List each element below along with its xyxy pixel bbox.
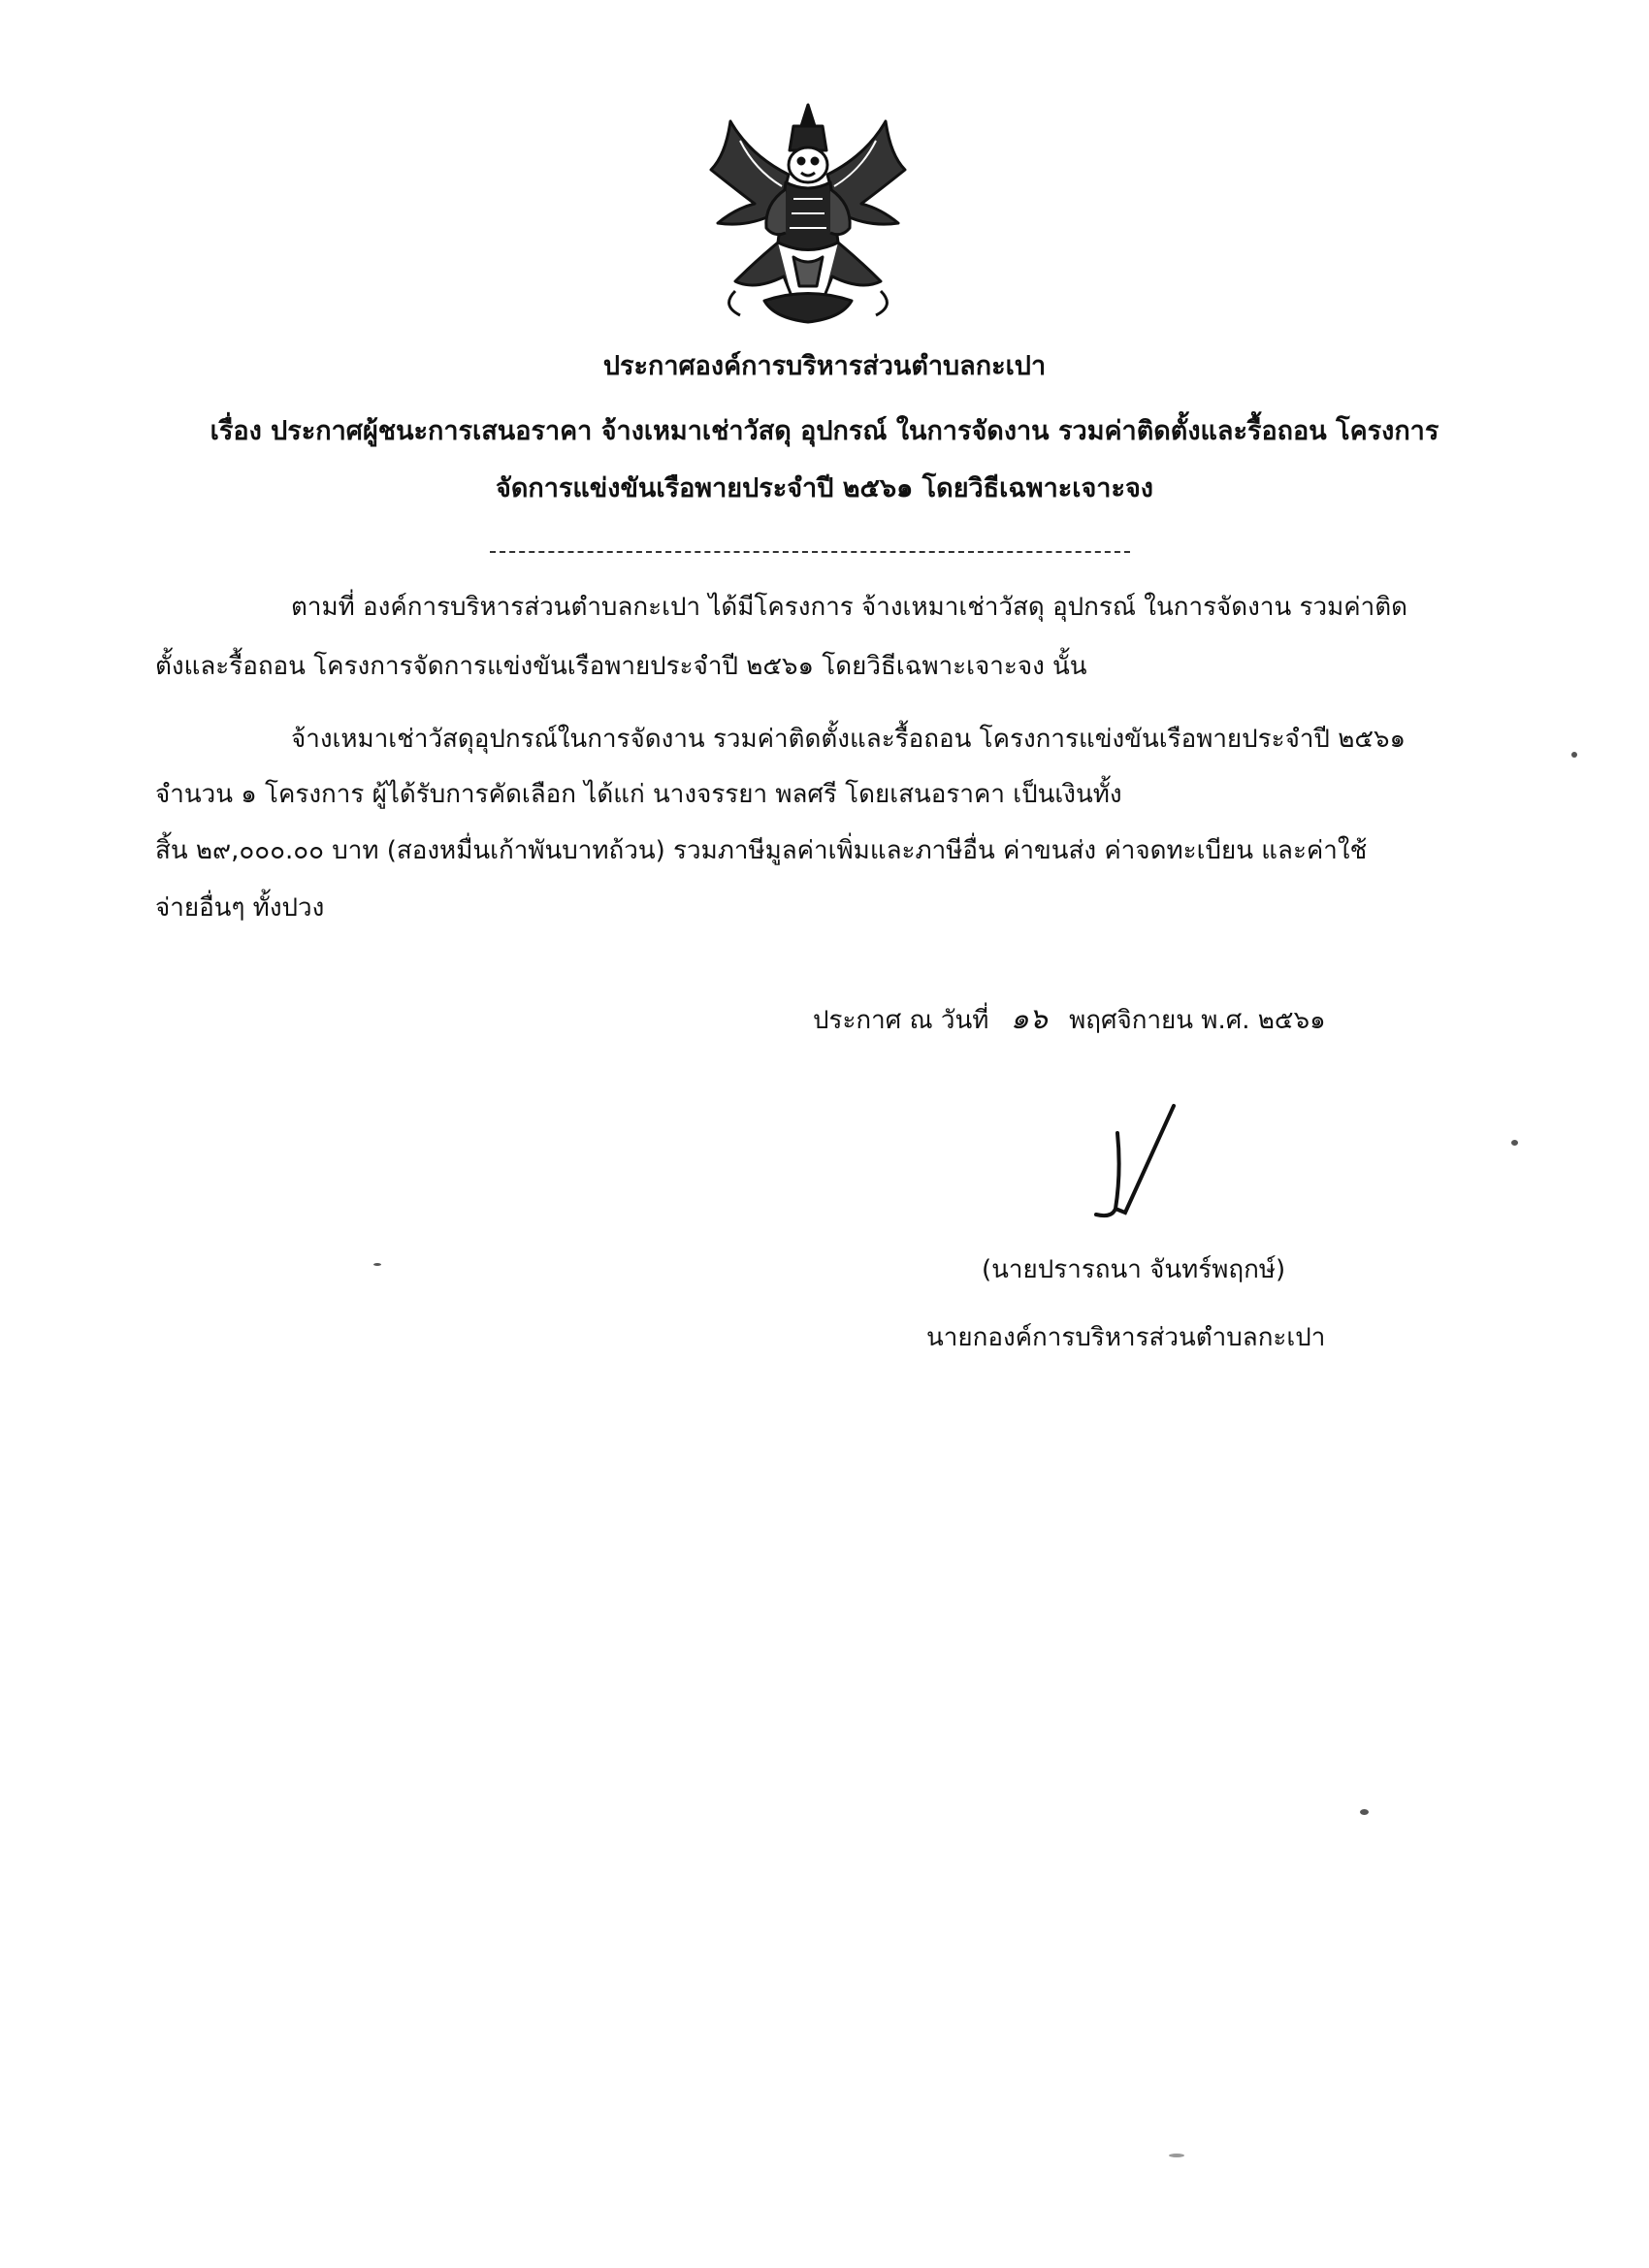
subject-line-1: เรื่อง ประกาศผู้ชนะการเสนอราคา จ้างเหมาเช่าวัสดุ อุปกรณ์ ในการจัดงาน รวมค่าติดตั้งและรื้อถอน โครงการ	[210, 416, 1439, 446]
paragraph-2-line-4: จ่ายอื่นๆ ทั้งปวง	[155, 893, 325, 923]
scan-speck	[1571, 752, 1577, 758]
paragraph-2-line-2: จำนวน ๑ โครงการ ผู้ได้รับการคัดเลือก ได้แก่ นางจรรยา พลศรี โดยเสนอราคา เป็นเงินทั้ง	[155, 780, 1122, 809]
signature-icon	[1057, 1094, 1212, 1230]
subject-line-2: จัดการแข่งขันเรือพายประจำปี ๒๕๖๑ โดยวิธีเฉพาะเจาะจง	[496, 473, 1153, 503]
paragraph-1-line-2: ตั้งและรื้อถอน โครงการจัดการแข่งขันเรือพายประจำปี ๒๕๖๑ โดยวิธีเฉพาะเจาะจง นั้น	[155, 652, 1087, 681]
scan-speck	[1169, 2154, 1184, 2157]
paragraph-2-line-1: จ้างเหมาเช่าวัสดุอุปกรณ์ในการจัดงาน รวมค่าติดตั้งและรื้อถอน โครงการแข่งขันเรือพายประจำปี ๒๕๖๑	[291, 725, 1406, 754]
paragraph-1-line-1: ตามที่ องค์การบริหารส่วนตำบลกะเปา ได้มีโครงการ จ้างเหมาเช่าวัสดุ อุปกรณ์ ในการจัดงาน รวมค่าติด	[291, 593, 1407, 622]
scan-speck	[373, 1263, 381, 1266]
garuda-emblem-icon	[696, 97, 920, 335]
scan-speck	[1511, 1140, 1518, 1146]
signatory-position: นายกองค์การบริหารส่วนตำบลกะเปา	[926, 1323, 1326, 1352]
date-prefix: ประกาศ ณ วันที่	[813, 1006, 989, 1035]
announcement-title: ประกาศองค์การบริหารส่วนตำบลกะเปา	[602, 351, 1047, 381]
date-suffix: พฤศจิกายน พ.ศ. ๒๕๖๑	[1069, 1006, 1326, 1035]
date-day: ๑๖	[1010, 1002, 1048, 1036]
paragraph-2-line-3: สิ้น ๒๙,๐๐๐.๐๐ บาท (สองหมื่นเก้าพันบาทถ้วน) รวมภาษีมูลค่าเพิ่มและภาษีอื่น ค่าขนส่ง ค่าจดทะเบียน และค่าใช้	[155, 836, 1368, 865]
date-line	[813, 1001, 1326, 1039]
signatory-name: (นายปรารถนา จันทร์พฤกษ์)	[982, 1255, 1286, 1284]
scan-speck	[1360, 1809, 1369, 1815]
divider-rule	[490, 551, 1130, 553]
